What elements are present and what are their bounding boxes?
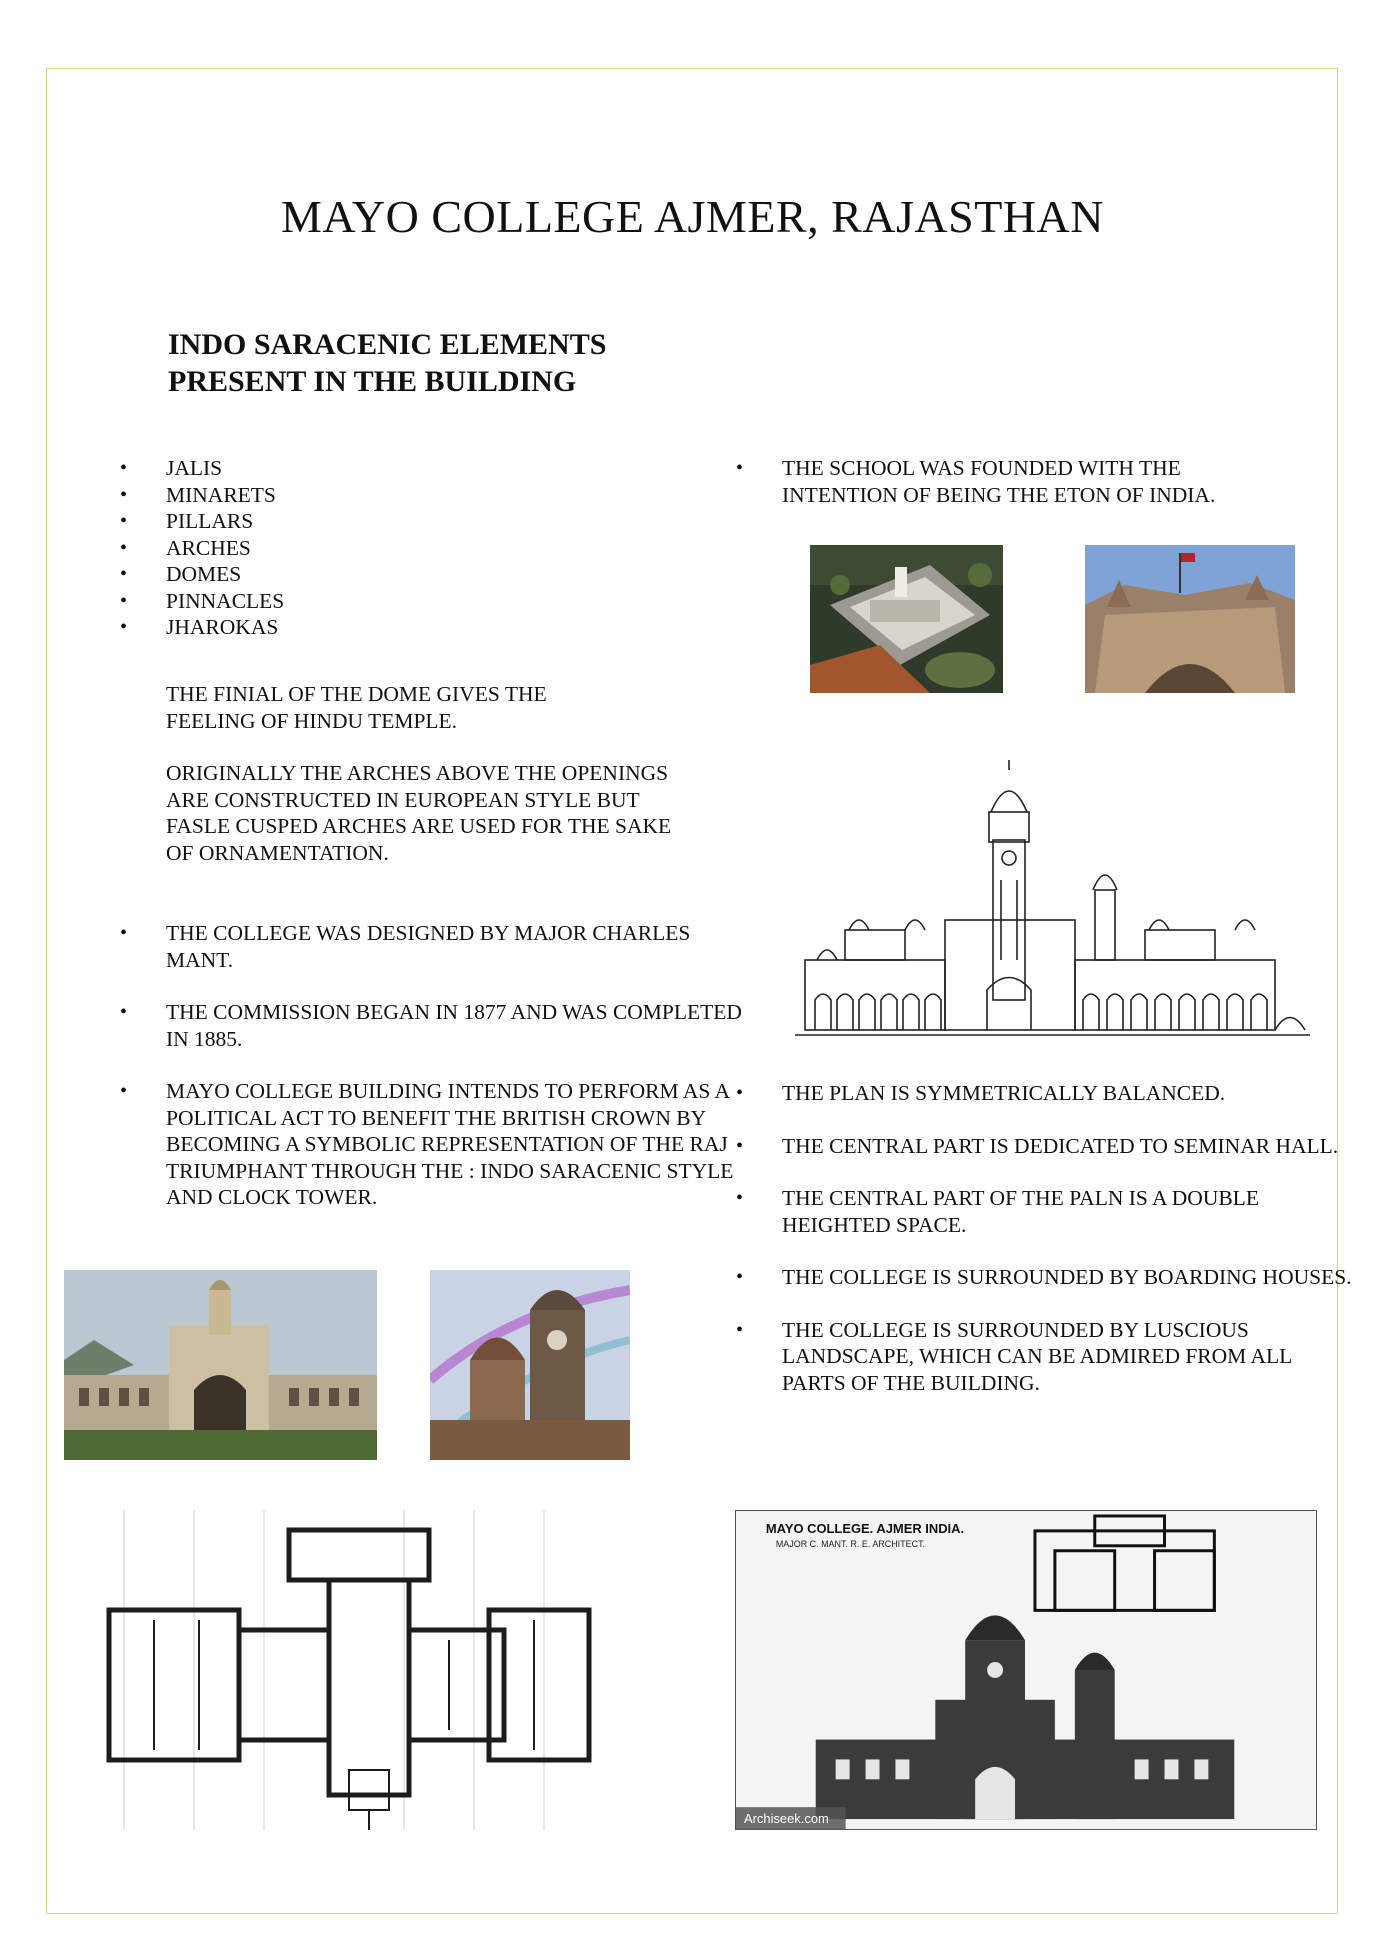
section-heading <box>168 326 606 400</box>
list-item: • PINNACLES <box>120 588 580 615</box>
list-item: • PILLARS <box>120 508 580 535</box>
list-item: • ARCHES <box>120 535 580 562</box>
elements-list <box>120 455 580 641</box>
engraving-drawing <box>735 1510 1317 1830</box>
list-item: • DOMES <box>120 561 580 588</box>
left-bullet-list <box>120 920 750 1237</box>
aerial-photo <box>810 545 1003 693</box>
list-item: • THE COLLEGE IS SURROUNDED BY LUSCIOUS LANDSCAPE, WHICH CAN BE ADMIRED FROM ALL PARTS OF THE BUILDING. <box>736 1317 1356 1397</box>
list-item: • JHAROKAS <box>120 614 580 641</box>
watermark-text: Archiseek.com <box>743 1811 829 1827</box>
list-item: • JALIS <box>120 455 580 482</box>
plate-subtitle: MAJOR C. MANT. R. E. ARCHITECT. <box>775 1538 926 1549</box>
right-top-bullet <box>736 455 1276 508</box>
front-facade-photo <box>64 1270 377 1460</box>
list-item: • MAYO COLLEGE BUILDING INTENDS TO PERFORM AS A POLITICAL ACT TO BENEFIT THE BRITISH CROWN BY BECOMING A SYMBOLIC REPRESENTATION OF THE RAJ TRIUMPHANT THROUGH THE : INDO SARACENIC STYLE AND CLOCK TOWER. <box>120 1078 750 1211</box>
right-bullet-list <box>736 1080 1356 1422</box>
paragraph-arches: ORIGINALLY THE ARCHES ABOVE THE OPENINGS ARE CONSTRUCTED IN EUROPEAN STYLE BUT FASLE CUSPED ARCHES ARE USED FOR THE SAKE OF ORNAMENTATION. <box>166 761 672 865</box>
elevation-drawing <box>765 760 1325 1045</box>
list-item: • THE CENTRAL PART OF THE PALN IS A DOUBLE HEIGHTED SPACE. <box>736 1185 1356 1238</box>
section-heading-line1: INDO SARACENIC ELEMENTS <box>168 328 607 361</box>
list-item: • THE COMMISSION BEGAN IN 1877 AND WAS COMPLETED IN 1885. <box>120 999 750 1052</box>
list-item: • THE SCHOOL WAS FOUNDED WITH THE INTENTION OF BEING THE ETON OF INDIA. <box>736 455 1276 508</box>
paragraph-finial: THE FINIAL OF THE DOME GIVES THE FEELING OF HINDU TEMPLE. <box>166 682 547 733</box>
floor-plan-drawing <box>64 1510 609 1830</box>
list-item: • THE COLLEGE WAS DESIGNED BY MAJOR CHARLES MANT. <box>120 920 750 973</box>
list-item: • THE CENTRAL PART IS DEDICATED TO SEMINAR HALL. <box>736 1133 1356 1160</box>
tower-detail-photo <box>430 1270 630 1460</box>
gateway-photo <box>1085 545 1295 693</box>
list-item: • THE COLLEGE IS SURROUNDED BY BOARDING HOUSES. <box>736 1264 1356 1291</box>
section-heading-line2: PRESENT IN THE BUILDING <box>168 365 577 398</box>
list-item: • THE PLAN IS SYMMETRICALLY BALANCED. <box>736 1080 1356 1107</box>
page-title: MAYO COLLEGE AJMER, RAJASTHAN <box>281 191 1104 242</box>
plate-title: MAYO COLLEGE. AJMER INDIA. <box>765 1520 965 1536</box>
list-item: • MINARETS <box>120 482 580 509</box>
